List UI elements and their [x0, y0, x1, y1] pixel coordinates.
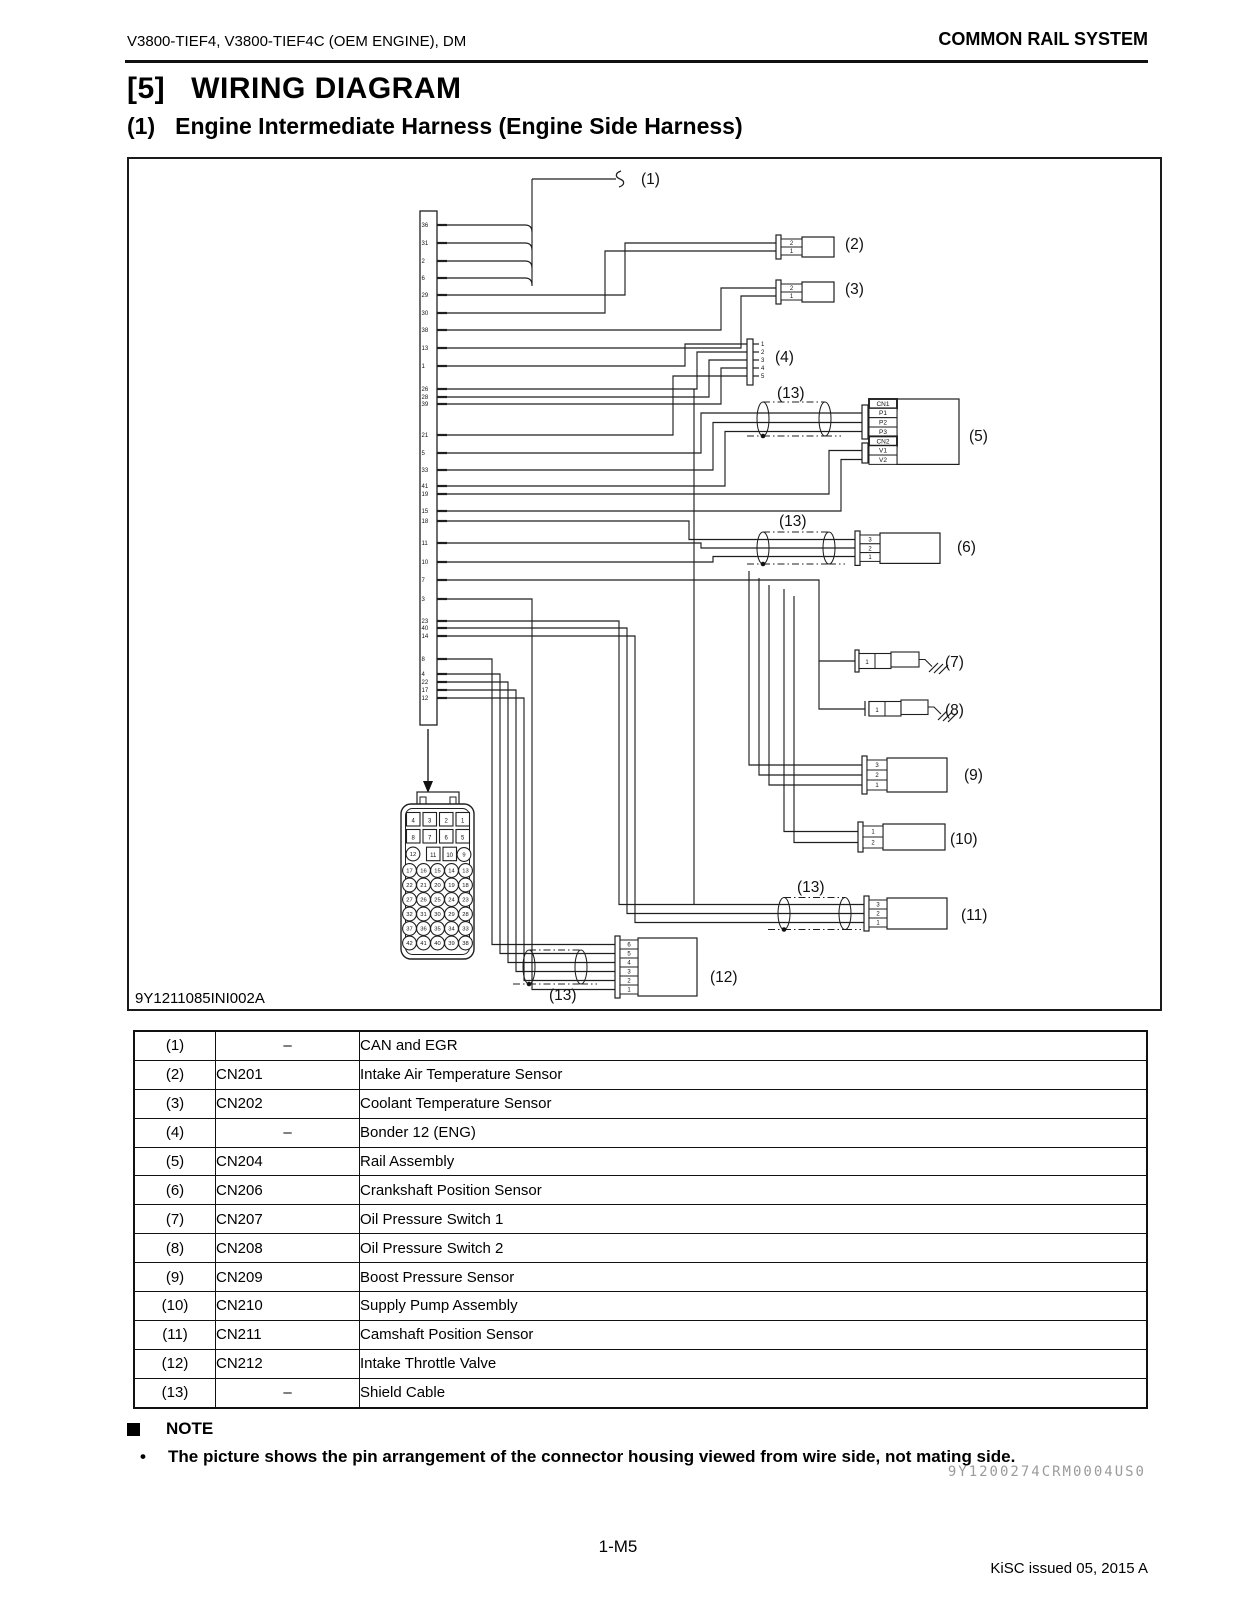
description-cell: Shield Cable: [360, 1378, 1148, 1407]
connector-flange: [776, 280, 781, 304]
connector-cell: CN202: [216, 1089, 360, 1118]
wire: [437, 557, 855, 563]
housing-pin-label: 6: [444, 835, 448, 842]
pin-number-label: 5: [761, 374, 765, 381]
housing-pin-label: 32: [406, 912, 413, 919]
wiring-diagram-figure: [127, 157, 1162, 1011]
pin-number-label: 1: [876, 920, 880, 927]
callout-label: (11): [961, 907, 988, 924]
wire: [437, 261, 532, 268]
housing-pin-label: 14: [448, 868, 455, 875]
connector-body: [638, 938, 697, 996]
strip-pin-label: 5: [421, 451, 425, 458]
connector-flange: [862, 443, 868, 463]
shield-ground-dot: [761, 434, 766, 439]
housing-pin-label: 13: [462, 868, 469, 875]
description-cell: Bonder 12 (ENG): [360, 1118, 1148, 1147]
table-row: [134, 1031, 1147, 1060]
header-rule: [125, 60, 1148, 63]
shield-ground-dot: [527, 982, 532, 987]
ref-cell: (4): [134, 1118, 216, 1147]
pin-number-label: P1: [879, 410, 887, 418]
subsection-number: (1): [127, 113, 156, 139]
ground-lead: [928, 707, 941, 714]
table-row: [134, 1234, 1147, 1263]
housing-pin-label: 15: [434, 868, 441, 875]
connector-cell: CN212: [216, 1349, 360, 1378]
description-cell: Crankshaft Position Sensor: [360, 1176, 1148, 1205]
shield-end-loop: [819, 402, 831, 436]
bonder-bar: [747, 339, 753, 385]
pin-number-label: 2: [627, 978, 631, 985]
ref-cell: (3): [134, 1089, 216, 1118]
pin-number-label: 2: [789, 286, 794, 293]
pin-number-label: V1: [879, 447, 887, 455]
pin-number-label: 1: [871, 829, 875, 836]
pin-number-label: 2: [761, 350, 765, 357]
callout-label: (12): [710, 969, 738, 986]
connector-flange: [855, 650, 859, 672]
housing-pin-label: 31: [420, 912, 427, 919]
wire: [437, 225, 532, 232]
housing-pin-label: 16: [420, 868, 427, 875]
ref-cell: (2): [134, 1060, 216, 1089]
housing-pin-label: 3: [428, 818, 432, 825]
callout-label: (1): [641, 171, 660, 188]
pin-number-label: 3: [761, 358, 765, 365]
connector-cell: CN207: [216, 1205, 360, 1234]
connector-body: [802, 282, 834, 302]
strip-pin-label: 38: [421, 328, 429, 335]
section-title-text: WIRING DIAGRAM: [191, 72, 462, 105]
connector-body: [883, 824, 945, 850]
housing-pin-label: 7: [428, 835, 432, 842]
table-row: [134, 1263, 1147, 1292]
strip-pin-label: 29: [421, 293, 429, 300]
wire: [749, 571, 862, 765]
shield-end-loop: [575, 950, 587, 984]
strip-pin-label: 30: [421, 311, 429, 318]
callout-label: (13): [779, 513, 807, 530]
strip-pin-label: 23: [421, 619, 429, 626]
connector-body: [887, 898, 947, 929]
ref-cell: (1): [134, 1031, 216, 1060]
housing-pin-label: 23: [462, 897, 469, 904]
shield-end-loop: [757, 402, 769, 436]
strip-pin-label: 10: [421, 560, 429, 567]
arrow-head-icon: [423, 781, 433, 793]
housing-pin-label: 2: [444, 818, 448, 825]
housing-pin-label: 17: [406, 868, 413, 875]
housing-pin-label: 5: [461, 835, 465, 842]
ref-cell: (6): [134, 1176, 216, 1205]
pin-number-label: 3: [876, 902, 880, 909]
pin-number-label: P2: [879, 419, 887, 427]
pin-number-label: 2: [871, 840, 875, 847]
wire: [437, 423, 862, 471]
housing-pin-label: 36: [420, 926, 427, 933]
pin-number-label: 3: [627, 969, 631, 976]
strip-pin-label: 26: [421, 387, 429, 394]
housing-pin-label: 38: [462, 941, 469, 948]
ref-cell: (5): [134, 1147, 216, 1176]
document-code: 9Y1200274CRM0004US0: [947, 1464, 1146, 1480]
strip-pin-label: 12: [421, 696, 429, 703]
housing-pin-label: 18: [462, 883, 469, 890]
callout-label: (13): [797, 879, 825, 896]
strip-pin-label: 1: [421, 364, 425, 371]
section-title: [127, 72, 461, 106]
description-cell: Oil Pressure Switch 2: [360, 1234, 1148, 1263]
callout-label: (9): [964, 767, 983, 784]
description-cell: CAN and EGR: [360, 1031, 1148, 1060]
subsection-title-text: Engine Intermediate Harness (Engine Side Harness): [175, 113, 743, 139]
wire: [437, 621, 864, 905]
strip-pin-label: 18: [421, 519, 429, 526]
description-cell: Rail Assembly: [360, 1147, 1148, 1176]
housing-pin-label: 30: [434, 912, 441, 919]
pin-number-label: 1: [868, 555, 872, 562]
callout-label: (5): [969, 428, 988, 445]
ref-cell: (7): [134, 1205, 216, 1234]
description-cell: Intake Throttle Valve: [360, 1349, 1148, 1378]
strip-pin-label: 6: [421, 276, 425, 283]
wire: [437, 352, 747, 389]
housing-pin-label: 11: [430, 853, 437, 860]
shield-end-loop: [523, 950, 535, 984]
housing-pin-label: 29: [448, 912, 455, 919]
housing-pin-label: 21: [420, 883, 427, 890]
pin-number-label: 2: [876, 911, 880, 918]
callout-label: (6): [957, 539, 976, 556]
connector-body: [891, 652, 919, 667]
housing-pin-label: 12: [409, 852, 417, 859]
connector-flange: [855, 531, 860, 565]
wire: [437, 432, 862, 487]
connector-table-body: [134, 1031, 1147, 1408]
strip-pin-label: 13: [421, 346, 429, 353]
pin-number-label: 3: [875, 763, 879, 770]
wire: [437, 413, 862, 453]
connector-cell: CN208: [216, 1234, 360, 1263]
connector-flange: [615, 936, 620, 998]
callout-label: (13): [549, 987, 577, 1004]
wire: [437, 251, 776, 313]
pin-number-label: 1: [865, 660, 869, 666]
housing-pin-label: 20: [434, 883, 441, 890]
page-number: 1-M5: [598, 1537, 638, 1556]
connector-flange: [776, 235, 781, 259]
strip-pin-label: 41: [421, 484, 429, 491]
strip-pin-label: 17: [421, 688, 429, 695]
note-section: [127, 1419, 1015, 1467]
shield-ground-dot: [761, 562, 766, 567]
housing-pin-label: 42: [406, 941, 413, 948]
wire: [794, 596, 858, 843]
strip-pin-label: 3: [421, 597, 425, 604]
callout-label: (4): [775, 349, 794, 366]
strip-pin-label: 22: [421, 680, 429, 687]
strip-pin-label: 4: [421, 672, 425, 679]
housing-pin-label: 41: [420, 941, 427, 948]
wire: [437, 628, 864, 914]
housing-pin-label: 33: [462, 926, 469, 933]
connector-table: [133, 1030, 1148, 1409]
ref-cell: (8): [134, 1234, 216, 1263]
pin-number-label: 2: [789, 241, 794, 248]
description-cell: Coolant Temperature Sensor: [360, 1089, 1148, 1118]
housing-pin-label: 22: [406, 883, 413, 890]
connector-body: [880, 533, 940, 563]
ref-cell: (12): [134, 1349, 216, 1378]
ref-cell: (10): [134, 1292, 216, 1321]
connector-flange: [862, 756, 867, 794]
pin-number-label: V2: [879, 456, 887, 464]
housing-pin-label: 4: [411, 818, 415, 825]
wire: [437, 278, 532, 285]
pin-number-label: 4: [761, 366, 765, 373]
table-row: [134, 1349, 1147, 1378]
wire: [437, 451, 862, 495]
description-cell: Boost Pressure Sensor: [360, 1263, 1148, 1292]
housing-pin-label: 1: [461, 818, 465, 825]
table-row: [134, 1147, 1147, 1176]
pin-number-label: 1: [789, 294, 794, 301]
header-system: COMMON RAIL SYSTEM: [938, 29, 1148, 49]
shield-ground-dot: [782, 927, 787, 932]
strip-pin-label: 39: [421, 402, 429, 409]
strip-pin-label: 36: [421, 223, 429, 230]
header-model: V3800-TIEF4, V3800-TIEF4C (OEM ENGINE), DM: [127, 33, 467, 50]
callout-label: (10): [950, 831, 978, 848]
pin-number-label: 1: [875, 708, 879, 714]
ref-cell: (11): [134, 1320, 216, 1349]
break-symbol: [616, 171, 623, 187]
pin-number-label: P3: [879, 428, 887, 436]
table-row: [134, 1176, 1147, 1205]
table-row: [134, 1060, 1147, 1089]
pin-number-label: 1: [789, 249, 794, 256]
pin-number-label: 1: [875, 783, 879, 790]
description-cell: Intake Air Temperature Sensor: [360, 1060, 1148, 1089]
housing-pin-label: 24: [448, 897, 455, 904]
strip-pin-label: 19: [421, 492, 429, 499]
callout-label: (2): [845, 236, 864, 253]
housing-pin-label: 19: [448, 883, 455, 890]
table-row: [134, 1118, 1147, 1147]
description-cell: Supply Pump Assembly: [360, 1292, 1148, 1321]
housing-pin-label: 28: [462, 912, 469, 919]
connector-body: [887, 758, 947, 792]
subsection-title: [127, 113, 743, 140]
connector-cell: –: [216, 1378, 360, 1407]
issue-note: KiSC issued 05, 2015 A: [990, 1560, 1148, 1577]
pin-number-label: 5: [627, 951, 631, 958]
table-row: [134, 1089, 1147, 1118]
strip-pin-label: 21: [421, 433, 429, 440]
strip-pin-label: 40: [421, 626, 429, 633]
wire: [437, 344, 747, 366]
bullet-icon: •: [140, 1447, 146, 1466]
table-row: [134, 1378, 1147, 1407]
note-square-icon: [127, 1423, 140, 1436]
strip-pin-label: 11: [421, 541, 428, 548]
pin-number-label: CN1: [876, 400, 890, 408]
wire: [759, 578, 862, 775]
connector-cell: CN211: [216, 1320, 360, 1349]
pin-number-label: 1: [627, 987, 631, 994]
description-cell: Camshaft Position Sensor: [360, 1320, 1148, 1349]
callout-label: (13): [777, 385, 805, 402]
strip-pin-label: 31: [421, 241, 429, 248]
wire: [437, 460, 862, 512]
housing-pin-label: 9: [462, 852, 466, 859]
wire: [437, 543, 855, 548]
callout-label: (8): [945, 702, 964, 719]
strip-pin-label: 7: [421, 578, 425, 585]
connector-cell: –: [216, 1031, 360, 1060]
housing-pin-label: 27: [406, 897, 413, 904]
connector-cell: CN206: [216, 1176, 360, 1205]
housing-pin-label: 10: [446, 853, 454, 860]
note-text: The picture shows the pin arrangement of the connector housing viewed from wire side, not mating side.: [168, 1447, 1016, 1466]
connector-cell: CN204: [216, 1147, 360, 1176]
strip-pin-label: 14: [421, 634, 429, 641]
ref-cell: (13): [134, 1378, 216, 1407]
housing-pin-label: 25: [434, 897, 441, 904]
connector-cell: CN201: [216, 1060, 360, 1089]
table-row: [134, 1205, 1147, 1234]
callout-label: (3): [845, 281, 864, 298]
connector-body: [901, 700, 928, 715]
strip-pin-label: 8: [421, 657, 425, 664]
strip-pin-label: 2: [421, 259, 425, 266]
connector-cell: CN209: [216, 1263, 360, 1292]
housing-pin-label: 26: [420, 897, 427, 904]
strip-pin-label: 33: [421, 468, 429, 475]
pin-number-label: CN2: [876, 438, 890, 446]
table-row: [134, 1292, 1147, 1321]
connector-flange: [864, 896, 869, 931]
connector-body: [802, 237, 834, 257]
note-title: NOTE: [166, 1419, 214, 1438]
ref-cell: (9): [134, 1263, 216, 1292]
wire: [784, 589, 858, 832]
callout-label: (7): [945, 654, 964, 671]
connector-flange: [862, 405, 868, 439]
connector-body: [897, 399, 959, 464]
strip-pin-label: 15: [421, 509, 429, 516]
housing-pin-label: 35: [434, 926, 441, 933]
strip-pin-label: 28: [421, 395, 429, 402]
housing-pin-label: 37: [406, 926, 413, 933]
wiring-diagram-svg: [129, 159, 1160, 1009]
connector-cell: –: [216, 1118, 360, 1147]
connector-cell: CN210: [216, 1292, 360, 1321]
housing-pin-label: 8: [411, 835, 415, 842]
section-number: [5]: [127, 72, 166, 105]
wire: [437, 296, 776, 348]
housing-pin-label: 34: [448, 926, 455, 933]
wire: [437, 368, 747, 404]
wire: [437, 288, 776, 330]
housing-pin-label: 40: [434, 941, 441, 948]
wire: [437, 243, 532, 250]
pin-number-label: 2: [868, 546, 872, 553]
description-cell: Oil Pressure Switch 1: [360, 1205, 1148, 1234]
table-row: [134, 1320, 1147, 1349]
housing-pin-label: 39: [448, 941, 455, 948]
pin-number-label: 2: [875, 773, 879, 780]
wire: [769, 585, 862, 785]
pin-number-label: 4: [627, 960, 631, 967]
connector-flange: [865, 701, 869, 716]
pin-number-label: 3: [868, 537, 872, 544]
ground-lead: [919, 660, 932, 667]
connector-flange: [858, 822, 863, 852]
pin-number-label: 1: [761, 342, 765, 349]
figure-id: 9Y1211085INI002A: [135, 990, 271, 1007]
pin-number-label: 6: [627, 942, 631, 949]
